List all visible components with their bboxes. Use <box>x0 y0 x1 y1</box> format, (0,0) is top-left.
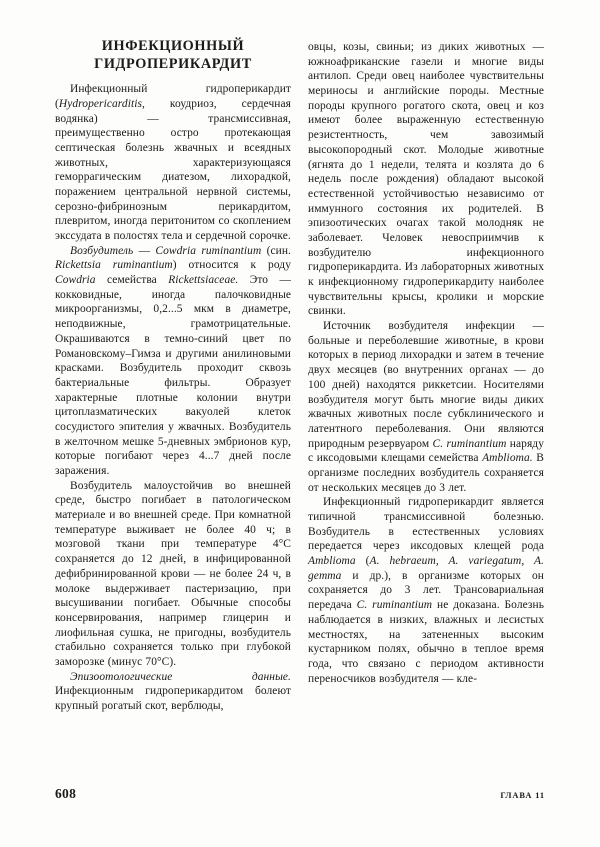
paragraph-intro <box>55 82 291 244</box>
paragraph-susceptible-species <box>308 40 544 319</box>
right-column-body <box>308 40 544 686</box>
text-run: овцы, козы, свиньи; из диких животных — южноафриканские газели и многие виды антилоп. Среди овец наиболее чувствительны мериносы и английские породы. Местные породы крупного рогатого скота, овец и коз имеют более выраженную естественную резистентность, чем завозимый высокопородный скот. Молодые животные (ягнята до 1 недели, телята и козлята до 6 недель после рождения) обладают высокой естественной устойчивостью независимо от иммунного состояния их родителей. В эпизоотических очагах такой молодняк не заболевает. Человек невосприимчив к возбудителю инфекционного гидроперикардита. Из лабораторных животных к инфекционному гидроперикардиту наиболее чувствительны крысы, кролики и морские свинки. <box>308 41 544 318</box>
italic-term: C. ruminantium <box>356 599 433 612</box>
text-run: Возбудитель малоустойчив во внешней среде, быстро погибает в патологическом материале и во внешней среде. При комнатной температуре выживает не более 40 ч; в мозговой ткани при температуре 4°С сохраняется до 12 дней, в инфицированной дефибринированной крови — не более 24 ч, в молоке выдерживает пастеризацию, при высушивании погибает. Обычные способы консервирования, например глицерин и лиофильная сушка, не пригодны, возбудитель стабильно сохраняется только при глубокой заморозке (минус 70°С). <box>55 479 291 668</box>
page-title-line-1: ИНФЕКЦИОННЫЙ <box>101 38 245 54</box>
paragraph-pathogen <box>55 244 291 479</box>
text-run: и др.), в организме которых он сохраняется до 3 лет. Трансовариальная передача <box>308 569 544 612</box>
text-run: , коудриоз, сердечная водянка) — трансмиссивная, преимущественно остро протекающая септическая болезнь жвачных и всеядных животных, характеризующаяся геморрагическим диатезом, лихорадкой, поражением центральной нервной системы, серозно-фибринозным перикардитом, плевритом, иногда перитонитом со скоплением экссудата в полостях тела и сердечной сорочке. <box>55 97 291 243</box>
page-footer <box>55 786 545 802</box>
running-head: ГЛАВА 11 <box>500 791 545 800</box>
two-column-layout <box>55 38 545 714</box>
italic-term: Cowdria ruminantium <box>155 244 262 257</box>
page-title-line-2: ГИДРОПЕРИКАРДИТ <box>94 55 252 72</box>
paragraph-stability <box>55 479 291 670</box>
page-number: 608 <box>55 786 77 801</box>
italic-term: C. ruminantium <box>432 437 507 450</box>
italic-term: Эпизоотологические данные. <box>70 670 291 683</box>
page-title <box>55 38 291 73</box>
italic-term: Cowdria <box>55 274 96 287</box>
italic-term: Rickettsiaceae. <box>168 274 239 287</box>
right-text-column <box>308 38 544 686</box>
text-run: наряду с иксодовыми клещами семейства <box>308 437 544 465</box>
italic-term: Hydropericarditis <box>58 97 142 110</box>
text-run: ) относится к роду <box>172 259 291 272</box>
text-run: Это — кокковидные, иногда палочковидные микроорганизмы, 0,2...5 мкм в диаметре, неподвижные, грамотрицательные. Окрашиваются в темно-синий цвет по Романовскому–Гимза и другими анилиновыми красками. Возбудитель проходит сквозь бактериальные фильтры. Образует характерные плотные колонии внутри цитоплазматических вакуолей клеток сосудистого эпителия у жвачных. Возбудитель в желточном мешке 5-дневных эмбрионов кур, которые погибают через 4...7 дней после заражения. <box>55 274 291 478</box>
text-run: Инфекционный гидроперикардит ( <box>55 83 291 110</box>
text-run: (син. <box>261 244 291 257</box>
italic-term: Amblioma. <box>482 452 533 465</box>
italic-term: Amblioma <box>308 555 356 568</box>
paragraph-transmission <box>308 495 544 686</box>
paragraph-source-of-infection <box>308 319 544 495</box>
italic-term: A. hebraeum, A. variegatum, A. gemma <box>308 555 544 582</box>
left-text-column <box>55 38 291 714</box>
page-content <box>55 38 545 738</box>
text-run: — <box>133 244 156 257</box>
left-column-body <box>55 82 291 714</box>
text-run: Инфекционным гидроперикардитом болеют крупный рогатый скот, верблюды, <box>55 685 291 713</box>
text-run: В организме последних возбудитель сохраняется от нескольких месяцев до 3 лет. <box>308 452 544 494</box>
text-run: Источник возбудителя инфекции — больные и переболевшие животные, в крови которых в период лихорадки и затем в течение двух месяцев (во внутренних органах — до 100 дней) находятся риккетсии. Носителями возбудителя могут быть многие виды диких жвачных животных после субклинического и латентного переболевания. Они являются природным резервуаром <box>308 320 544 450</box>
text-run: ( <box>355 555 370 568</box>
italic-term: Возбудитель <box>70 244 134 257</box>
italic-term: Rickettsia ruminantium <box>55 259 173 272</box>
text-run: Инфекционный гидроперикардит является типичной трансмиссивной болезнью. Возбудитель в естественных условиях передается через иксодовых клещей рода <box>308 496 544 553</box>
text-run: семейства <box>95 274 169 287</box>
text-run: не доказана. Болезнь наблюдается в низких, влажных и лесистых местностях, на затененных высоким кустарником полях, обычно в теплое время года, что связано с периодом активности переносчиков возбудителя — кле- <box>308 599 545 685</box>
paragraph-epizootology <box>55 670 291 714</box>
